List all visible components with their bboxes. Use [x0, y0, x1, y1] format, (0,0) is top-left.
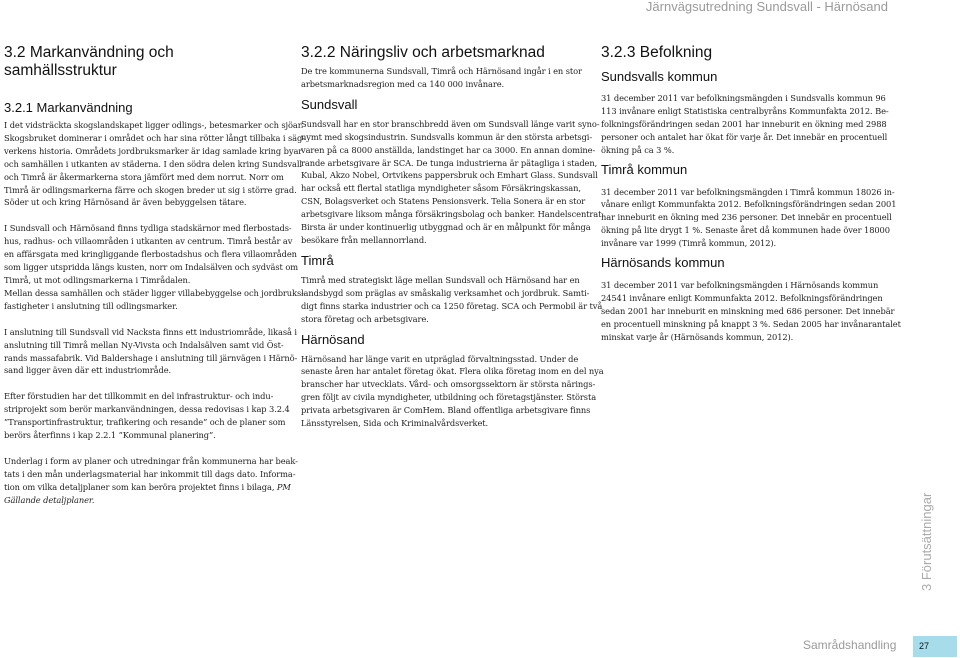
- text-line: rands massafabrik. Vid Baldershage i anslutning till järnvägen i Härnö-: [4, 352, 298, 363]
- text-line: som ligger utspridda längs kusten, norr om Indalsälven och sydväst om: [4, 262, 298, 273]
- paragraph: [601, 279, 901, 344]
- text-line: 113 invånare enligt Statistiska centralbyråns Kommunfakta 2012. Be-: [601, 105, 889, 116]
- subsection-heading: Sundsvall: [301, 96, 358, 112]
- section-heading: 3.2.2 Näringsliv och arbetsmarknad: [301, 44, 545, 61]
- paragraph: [601, 186, 897, 251]
- chapter-side-label-text: 3 Förutsättningar: [919, 492, 934, 591]
- text-line: Gällande detaljplaner.: [4, 494, 95, 505]
- document-title: Järnvägsutredning Sundsvall - Härnösand: [645, 0, 888, 14]
- column-markanvandning: [4, 44, 305, 507]
- text-line: arbetsgivare liksom många försäkringsbolag och banker. Handelscentrat: [301, 209, 602, 220]
- text-line: Birsta är under kontinuerlig utbyggnad och är en målpunkt för många: [301, 222, 591, 233]
- subsection-heading: Timrå kommun: [601, 161, 688, 177]
- text-line: nymt med skogsindustrin. Sundsvalls kommun är den största arbetsgi-: [301, 131, 593, 142]
- text-line: gren följt av civila myndigheter, utbildning och företagstjänster. Största: [301, 392, 597, 403]
- footer-label: Samrådshandling: [803, 638, 897, 652]
- text-line: tats i den mån underlagsmaterial har inkommit till dags dato. Informa-: [4, 468, 296, 479]
- text-line: en procentuell minskning på knappt 3 %. Sedan 2005 har invånarantalet: [601, 318, 901, 329]
- chapter-side-label: [915, 478, 935, 598]
- text-line: berörs återfinns i kap 2.2.1 ”Kommunal planering”.: [4, 430, 216, 441]
- text-line: Sundsvall har en stor branschbredd även om Sundsvall länge varit syno-: [301, 118, 600, 129]
- text-line: 24541 invånare enligt Kommunfakta 2012. Befolkningsförändringen: [601, 292, 883, 303]
- text-line: Timrå med strategiskt läge mellan Sundsvall och Härnösand har en: [301, 274, 580, 285]
- page-number: 27: [919, 641, 930, 651]
- text-line: arbetsmarknadsregion med ca 140 000 invånare.: [301, 78, 505, 89]
- text-line: senaste åren har antalet företag ökat. Flera olika företag inom en del nya: [301, 366, 604, 377]
- text-line: Skogsbruket dominerar i området och har sina rötter långt tillbaka i säg-: [4, 132, 305, 143]
- text-line: 31 december 2011 var befolkningsmängden i Sundsvalls kommun 96: [601, 93, 886, 103]
- text-line: Kubal, Akzo Nobel, Ortvikens pappersbruk och Emhart Glass. Sundsvall: [301, 170, 598, 181]
- paragraph: [301, 118, 602, 247]
- text-line: ”Transportinfrastruktur, trafikering och resande” och de planer som: [4, 417, 286, 428]
- paragraph: [4, 119, 305, 209]
- section-heading: 3.2.3 Befolkning: [601, 44, 713, 61]
- text-line: privata arbetsgivaren är ComHem. Bland offentliga arbetsgivare finns: [301, 405, 591, 416]
- text-line: landsbygd som präglas av småskalig verksamhet och jordbruk. Samti-: [301, 287, 590, 298]
- text-line: Efter förstudien har det tillkommit en del infrastruktur- och indu-: [4, 391, 274, 402]
- text-line: rande arbetsgivare är SCA. De tunga industrierna är pätagliga i staden,: [301, 157, 598, 168]
- section-heading: 3.2 Markanvändning och samhällsstruktur: [4, 44, 174, 79]
- paragraph: [601, 92, 887, 157]
- paragraph: [4, 455, 298, 507]
- text-line: stora företag och arbetsgivare.: [301, 313, 429, 324]
- column-naringsliv: [301, 44, 604, 430]
- text-line: folkningsförändringen sedan 2001 har inneburit en ökning med 2988: [601, 118, 887, 129]
- paragraph: [301, 65, 590, 91]
- text-line: fastigheter i anslutning till odlingsmarker.: [4, 300, 178, 311]
- paragraph: [4, 390, 290, 442]
- text-line: CSN, Bolagsverket och Statens Pensionsverk. Telia Sonera är en stor: [301, 196, 586, 207]
- text-line: 31 december 2011 var befolkningsmängden i Timrå kommun 18026 in-: [601, 186, 895, 197]
- text-line: anslutning till Timrå mellan Ny-Vivsta och Indalsälven samt vid Öst-: [4, 339, 284, 350]
- text-line: digt finns starka industrier och ca 1250 företag. SCA och Permobil är två: [301, 300, 603, 311]
- text-line: I det vidsträckta skogslandskapet ligger odlings-, betesmarker och sjöar.: [4, 120, 304, 130]
- text-line: en affärsgata med kringliggande flerbostadshus och flera villaområden: [4, 249, 297, 260]
- paragraph: [301, 353, 604, 430]
- subsection-heading: Timrå: [301, 252, 334, 268]
- text-line: har inneburit en ökning med 236 personer. Det innebär en procentuell: [601, 212, 892, 223]
- subsection-heading: Härnösands kommun: [601, 255, 725, 271]
- text-line: tion om vilka detaljplaner som kan beröra projektet finns i bilaga, PM: [4, 481, 291, 492]
- text-line: sand ligger även där ett industriområde.: [4, 365, 172, 376]
- text-line: Underlag i form av planer och utredningar från kommunerna har beak-: [4, 455, 298, 466]
- text-line: och Timrå är åkermarkerna stora jämfört med dem norrut. Norr om: [4, 171, 284, 182]
- text-line: vånare enligt Kommunfakta 2012. Befolkningsförändringen sedan 2001: [601, 199, 897, 210]
- text-line: De tre kommunerna Sundsvall, Timrå och Härnösand ingår i en stor: [301, 66, 582, 76]
- text-line: och samhällen i utkanten av städerna. I den södra delen kring Sundsvall: [4, 158, 302, 169]
- text-line: varen på ca 8000 anställda, landstinget har ca 3000. En annan domine-: [301, 144, 596, 155]
- paragraph: [4, 222, 304, 312]
- text-line: ökning på ca 3 %.: [601, 144, 675, 155]
- text-line: hus, radhus- och villaområden i utkanten av centrum. Timrå består av: [4, 236, 293, 247]
- paragraph: [301, 274, 603, 326]
- text-line: verkens historia. Områdets jordbruksmarker är idag samlade kring byar: [4, 145, 303, 156]
- text-line: Mellan dessa samhällen och städer ligger villabebyggelse och jordbruks-: [4, 287, 304, 298]
- text-line: branscher har utvecklats. Vård- och omsorgssektorn är största närings-: [301, 379, 596, 390]
- text-line: 31 december 2011 var befolkningsmängden i Härnösands kommun: [601, 280, 879, 291]
- text-line: Härnösand har länge varit en utpräglad förvaltningsstad. Under de: [301, 353, 579, 364]
- text-line: besökare från mellannorrland.: [301, 234, 427, 245]
- text-line: minskat varje år (Härnösands kommun, 2012).: [601, 331, 794, 342]
- text-line: Länsstyrelsen, Sida och Kriminalvårdsverket.: [301, 418, 489, 429]
- column-befolkning: [601, 44, 901, 344]
- text-line: ökning på lite drygt 1 %. Senaste året då kommunen hade över 18000: [601, 225, 890, 236]
- text-line: Timrå, ut mot odlingsmarkerna i Timrådalen.: [4, 274, 191, 285]
- text-line: striprojekt som berör markanvändningen, dessa redovisas i kap 3.2.4: [4, 404, 290, 415]
- text-line: sedan 2001 har inneburit en minskning med 686 personer. Det innebär: [601, 305, 895, 316]
- subsection-heading: Sundsvalls kommun: [601, 69, 718, 84]
- text-line: I anslutning till Sundsvall vid Nacksta finns ett industriområde, likaså i: [4, 326, 297, 337]
- text-line: har också ett flertal statliga myndigheter såsom Försäkringskassan,: [301, 183, 581, 194]
- page-number-box: [913, 636, 957, 657]
- subsection-heading: Härnösand: [301, 331, 365, 347]
- text-line: I Sundsvall och Härnösand finns tydliga stadskärnor med flerbostads-: [4, 223, 292, 234]
- text-line: Söder ut och kring Härnösand är även bebyggelsen tätare.: [4, 197, 247, 208]
- subsection-heading: 3.2.1 Markanvändning: [4, 100, 133, 115]
- paragraph: [4, 326, 298, 378]
- text-line: personer och antalet har ökat för varje år. Det innebär en procentuell: [601, 131, 888, 142]
- text-line: invånare var 1999 (Timrå kommun, 2012).: [601, 238, 777, 249]
- text-line: Timrå är odlingsmarkerna färre och skogen breder ut sig i större grad.: [4, 184, 297, 195]
